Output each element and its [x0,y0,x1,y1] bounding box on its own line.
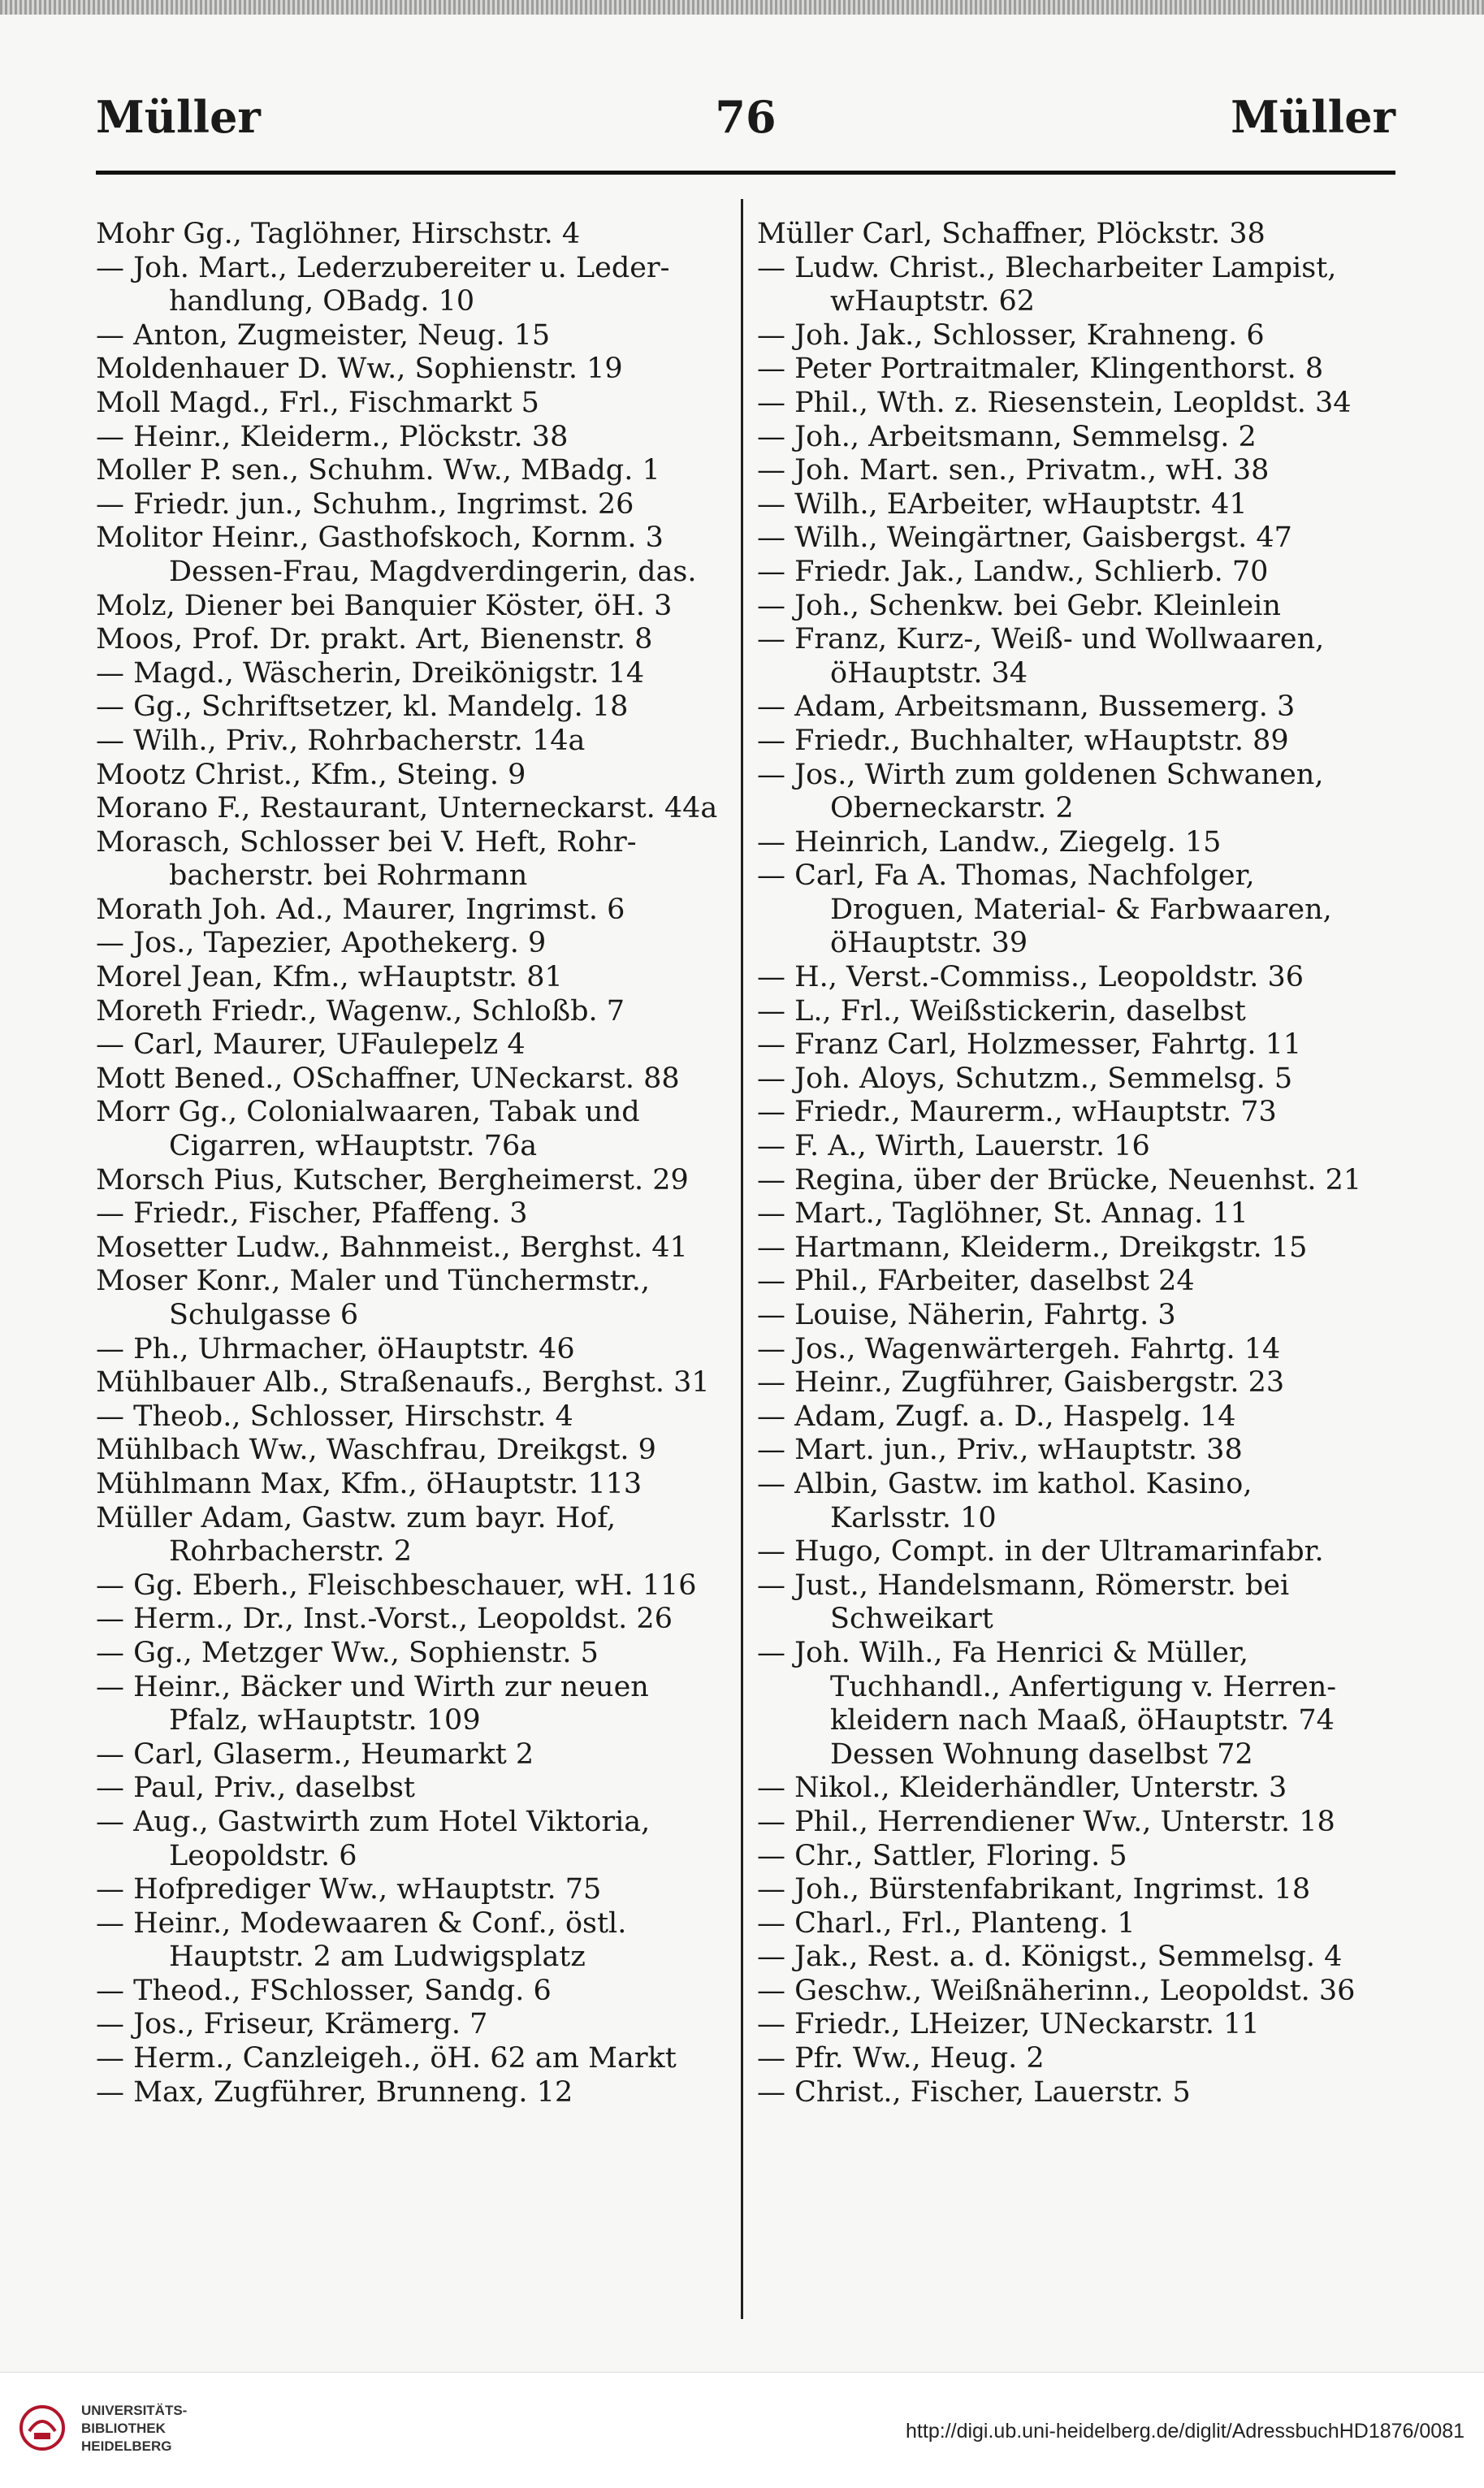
directory-entry-line: — Carl, Maurer, UFaulepelz 4 [96,1028,526,1062]
directory-entry-line: — Regina, über der Brücke, Neuenhst. 21 [757,1163,1362,1196]
directory-entry-line: — Joh., Schenkw. bei Gebr. Kleinlein [757,589,1281,622]
directory-entry-line: — Herm., Canzleigeh., öH. 62 am Markt [96,2042,677,2075]
directory-entry-line: Moldenhauer D. Ww., Sophienstr. 19 [96,353,623,386]
directory-entry-line: Schweikart [830,1603,993,1636]
directory-entry-line: Mühlbach Ww., Waschfrau, Dreikgst. 9 [96,1434,656,1467]
page-top-edge [0,0,1484,15]
directory-entry-line: Droguen, Material- & Farbwaaren, [830,893,1332,926]
directory-entry-line: Tuchhandl., Anfertigung v. Herren- [830,1670,1337,1703]
directory-entry-line: — Friedr., LHeizer, UNeckarstr. 11 [757,2008,1260,2041]
directory-entry-line: Mühlbauer Alb., Straßenaufs., Berghst. 31 [96,1366,710,1400]
directory-entry-line: — Joh. Jak., Schlosser, Krahneng. 6 [757,318,1265,352]
directory-entry-line: — Heinr., Kleiderm., Plöckstr. 38 [96,420,569,453]
directory-entry-line: — Magd., Wäscherin, Dreikönigstr. 14 [96,656,645,690]
directory-entry-line: öHauptstr. 39 [830,927,1028,960]
directory-entry-line: — Theod., FSchlosser, Sandg. 6 [96,1974,552,2007]
directory-entry-line: — Peter Portraitmaler, Klingenthorst. 8 [757,353,1324,386]
directory-entry-line: Mott Bened., OSchaffner, UNeckarst. 88 [96,1062,680,1095]
directory-entry-line: Oberneckarstr. 2 [830,792,1074,825]
directory-entry-line: — H., Verst.-Commiss., Leopoldstr. 36 [757,961,1304,994]
directory-entry-line: — Heinr., Bäcker und Wirth zur neuen [96,1670,649,1703]
right-column [757,218,1391,2109]
directory-entry-line: — Jos., Wirth zum goldenen Schwanen, [757,758,1324,791]
directory-entry-line: — Franz, Kurz-, Weiß- und Wollwaaren, [757,623,1325,656]
directory-entry-line: — F. A., Wirth, Lauerstr. 16 [757,1130,1150,1163]
directory-entry-line: — Jos., Friseur, Krämerg. 7 [96,2008,488,2041]
left-column [96,218,729,2109]
page-number: 76 [715,91,777,143]
directory-entry-line: — Joh. Wilh., Fa Henrici & Müller, [757,1636,1248,1669]
directory-entry-line: — Nikol., Kleiderhändler, Unterstr. 3 [757,1772,1287,1805]
directory-entry-line: — Wilh., Priv., Rohrbacherstr. 14a [96,724,586,757]
directory-entry-line: — Joh. Mart. sen., Privatm., wH. 38 [757,454,1270,487]
footer [0,2372,1484,2488]
directory-entry-line: — Phil., FArbeiter, daselbst 24 [757,1265,1195,1298]
directory-entry-line: — Franz Carl, Holzmesser, Fahrtg. 11 [757,1028,1302,1062]
directory-entry-line: — Theob., Schlosser, Hirschstr. 4 [96,1400,573,1433]
directory-entry-line: Mohr Gg., Taglöhner, Hirschstr. 4 [96,218,581,250]
directory-entry-line: Moller P. sen., Schuhm. Ww., MBadg. 1 [96,454,660,487]
directory-entry-line: Dessen-Frau, Magdverdingerin, das. [169,555,697,588]
directory-entry-line: — Wilh., EArbeiter, wHauptstr. 41 [757,487,1248,521]
directory-entry-line: Mosetter Ludw., Bahnmeist., Berghst. 41 [96,1231,688,1264]
directory-entry-line: — Max, Zugführer, Brunneng. 12 [96,2075,573,2109]
directory-entry-line: — Geschw., Weißnäherinn., Leopoldst. 36 [757,1974,1356,2007]
library-logo-text [81,2402,187,2456]
directory-entry-line: — Friedr., Maurerm., wHauptstr. 73 [757,1096,1277,1129]
directory-entry-line: — Ph., Uhrmacher, öHauptstr. 46 [96,1332,575,1365]
directory-entry-line: — Adam, Zugf. a. D., Haspelg. 14 [757,1400,1236,1433]
directory-entry-line: — Hartmann, Kleiderm., Dreikgstr. 15 [757,1231,1308,1264]
directory-entry-line: — Heinrich, Landw., Ziegelg. 15 [757,825,1222,859]
directory-entry-line: — Heinr., Modewaaren & Conf., östl. [96,1906,627,1940]
directory-entry-line: wHauptstr. 62 [830,285,1036,318]
directory-entry-line: — Aug., Gastwirth zum Hotel Viktoria, [96,1805,651,1838]
directory-entry-line: — Carl, Fa A. Thomas, Nachfolger, [757,859,1255,893]
directory-entry-line: — Phil., Wth. z. Riesenstein, Leopldst. 34 [757,386,1352,419]
directory-entry-line: Moos, Prof. Dr. prakt. Art, Bienenstr. 8 [96,623,653,656]
directory-entry-line: — Just., Handelsmann, Römerstr. bei [757,1569,1290,1602]
page-header [96,91,1395,156]
directory-entry-line: — Adam, Arbeitsmann, Bussemerg. 3 [757,690,1296,724]
library-logo-icon [18,2404,67,2452]
directory-entry-line: — Jos., Tapezier, Apothekerg. 9 [96,927,547,960]
directory-entry-line: — Joh. Aloys, Schutzm., Semmelsg. 5 [757,1062,1293,1095]
directory-entry-line: Morasch, Schlosser bei V. Heft, Rohr- [96,825,637,859]
directory-entry-line: — Herm., Dr., Inst.-Vorst., Leopoldst. 26 [96,1603,673,1636]
directory-entry-line: Pfalz, wHauptstr. 109 [169,1704,481,1737]
directory-entry-line: Moll Magd., Frl., Fischmarkt 5 [96,386,539,419]
directory-entry-line: — Carl, Glaserm., Heumarkt 2 [96,1737,534,1771]
directory-entry-line: — Joh. Mart., Lederzubereiter u. Leder- [96,251,670,284]
directory-entry-line: handlung, OBadg. 10 [169,285,475,318]
directory-entry-line: — Jos., Wagenwärtergeh. Fahrtg. 14 [757,1332,1281,1365]
column-divider [741,199,743,2319]
directory-entry-line: — Friedr., Buchhalter, wHauptstr. 89 [757,724,1289,757]
directory-entry-line: — Gg., Metzger Ww., Sophienstr. 5 [96,1636,599,1669]
directory-entry-line: — Wilh., Weingärtner, Gaisbergst. 47 [757,521,1292,555]
directory-entry-line: öHauptstr. 34 [830,656,1028,690]
directory-entry-line: — Gg. Eberh., Fleischbeschauer, wH. 116 [96,1569,697,1602]
directory-entry-line: Leopoldstr. 6 [169,1839,357,1872]
directory-entry-line: — Louise, Näherin, Fahrtg. 3 [757,1299,1176,1331]
directory-entry-line: Müller Carl, Schaffner, Plöckstr. 38 [757,218,1266,250]
directory-entry-line: — Joh., Bürstenfabrikant, Ingrimst. 18 [757,1873,1311,1906]
directory-entry-line: — Hofprediger Ww., wHauptstr. 75 [96,1873,602,1906]
directory-entry-line: — Paul, Priv., daselbst [96,1772,415,1805]
directory-entry-line: — Charl., Frl., Planteng. 1 [757,1906,1136,1940]
directory-entry-line: Morr Gg., Colonialwaaren, Tabak und [96,1096,640,1129]
directory-entry-line: — Jak., Rest. a. d. Königst., Semmelsg. 4 [757,1941,1343,1974]
directory-entry-line: Morath Joh. Ad., Maurer, Ingrimst. 6 [96,893,625,926]
logo-line: BIBLIOTHEK [81,2421,166,2436]
directory-entry-line: Dessen Wohnung daselbst 72 [830,1737,1253,1771]
logo-line: HEIDELBERG [81,2438,172,2454]
header-rule [96,171,1395,175]
directory-entry-line: Molitor Heinr., Gasthofskoch, Kornm. 3 [96,521,664,555]
directory-entry-line: — Hugo, Compt. in der Ultramarinfabr. [757,1535,1324,1569]
directory-entry-line: Rohrbacherstr. 2 [169,1535,412,1569]
directory-entry-line: — Albin, Gastw. im kathol. Kasino, [757,1467,1253,1500]
directory-entry-line: Molz, Diener bei Banquier Köster, öH. 3 [96,589,673,622]
directory-entry-line: Hauptstr. 2 am Ludwigsplatz [169,1941,586,1974]
directory-entry-line: Morel Jean, Kfm., wHauptstr. 81 [96,961,563,994]
directory-entry-line: — Ludw. Christ., Blecharbeiter Lampist, [757,251,1337,284]
directory-entry-line: — Chr., Sattler, Floring. 5 [757,1839,1127,1872]
logo-line: UNIVERSITÄTS- [81,2403,188,2418]
directory-entry-line: Moreth Friedr., Wagenw., Schloßb. 7 [96,994,625,1028]
source-url-link[interactable]: http://digi.ub.uni-heidelberg.de/diglit/AdressbuchHD1876/0081 [906,2420,1465,2443]
directory-entry-line: — Anton, Zugmeister, Neug. 15 [96,318,551,352]
directory-entry-line: Morsch Pius, Kutscher, Bergheimerst. 29 [96,1163,689,1196]
directory-entry-line: — Mart., Taglöhner, St. Annag. 11 [757,1197,1248,1231]
directory-entry-line: bacherstr. bei Rohrmann [169,859,528,893]
directory-entry-line: Cigarren, wHauptstr. 76a [169,1130,538,1163]
directory-entry-line: Mühlmann Max, Kfm., öHauptstr. 113 [96,1467,642,1500]
directory-entry-line: — Friedr. Jak., Landw., Schlierb. 70 [757,555,1269,588]
directory-entry-line: — Christ., Fischer, Lauerstr. 5 [757,2075,1191,2109]
directory-entry-line: Karlsstr. 10 [830,1501,997,1534]
header-left-title: Müller [96,91,261,143]
directory-entry-line: Schulgasse 6 [169,1299,359,1331]
directory-entry-line: — Friedr., Fischer, Pfaffeng. 3 [96,1197,528,1231]
directory-entry-line: — L., Frl., Weißstickerin, daselbst [757,994,1246,1028]
directory-entry-line: Moser Konr., Maler und Tünchermstr., [96,1265,650,1298]
directory-entry-line: — Heinr., Zugführer, Gaisbergstr. 23 [757,1366,1285,1400]
directory-entry-line: — Gg., Schriftsetzer, kl. Mandelg. 18 [96,690,629,724]
directory-entry-line: — Joh., Arbeitsmann, Semmelsg. 2 [757,420,1257,453]
directory-entry-line: — Mart. jun., Priv., wHauptstr. 38 [757,1434,1243,1467]
directory-entry-line: Mootz Christ., Kfm., Steing. 9 [96,758,526,791]
directory-entry-line: kleidern nach Maaß, öHauptstr. 74 [830,1704,1335,1737]
directory-entry-line: — Pfr. Ww., Heug. 2 [757,2042,1045,2075]
directory-entry-line: — Friedr. jun., Schuhm., Ingrimst. 26 [96,487,634,521]
directory-entry-line: Morano F., Restaurant, Unterneckarst. 44a [96,792,718,825]
header-right-title: Müller [1231,91,1395,143]
directory-entry-line: Müller Adam, Gastw. zum bayr. Hof, [96,1501,617,1534]
directory-entry-line: — Phil., Herrendiener Ww., Unterstr. 18 [757,1805,1335,1838]
